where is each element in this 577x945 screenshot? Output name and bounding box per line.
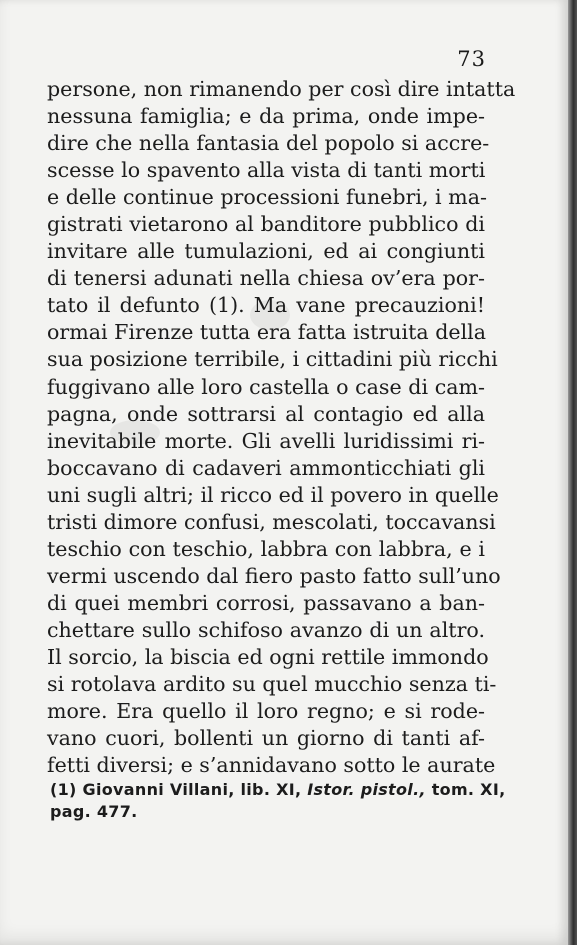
text-line: sua posizione terribile, i cittadini più ricchi — [47, 347, 498, 372]
page-number: 73 — [457, 47, 486, 71]
text-line: tristi dimore confusi, mescolati, toccavansi — [47, 509, 496, 534]
footnote-marker: (1) — [50, 780, 77, 799]
text-line: e delle continue processioni funebri, i ma- — [47, 185, 487, 210]
text-line: Il sorcio, la biscia ed ogni rettile immondo — [47, 644, 489, 669]
text-line: chettare sullo schifoso avanzo di un altro. — [47, 617, 485, 642]
text-line: scesse lo spavento alla vista di tanti morti — [47, 158, 486, 183]
text-line: nessuna famiglia; e da prima, onde impe- — [47, 104, 485, 129]
text-line: invitare alle tumulazioni, ed ai congiunti — [47, 239, 485, 264]
text-line: di quei membri corrosi, passavano a ban- — [47, 590, 485, 615]
body-text — [47, 76, 516, 779]
text-line: vano cuori, bollenti un giorno di tanti af- — [47, 726, 485, 751]
footnote-line-1 — [50, 779, 506, 801]
text-line: pagna, onde sottrarsi al contagio ed alla — [47, 401, 485, 426]
footnote-work-title: Istor. pistol., — [307, 780, 426, 799]
footnote — [50, 779, 506, 823]
text-line: fuggivano alle loro castella o case di cam- — [47, 374, 485, 399]
footnote-volume: tom. XI, — [431, 780, 506, 799]
footnote-citation: Giovanni Villani, lib. XI, — [82, 780, 302, 799]
page-edge-shadow — [568, 0, 577, 945]
text-line: tato il defunto (1). Ma vane precauzioni! — [47, 293, 485, 318]
text-line: persone, non rimanendo per così dire intatta — [47, 77, 516, 101]
text-line: si rotolava ardito su quel mucchio senza ti- — [47, 672, 497, 697]
text-line: boccavano di cadaveri ammonticchiati gli — [47, 455, 485, 480]
text-line: fetti diversi; e s’annidavano sotto le aurate — [47, 753, 496, 778]
text-line: vermi uscendo dal fiero pasto fatto sull’uno — [47, 563, 501, 588]
text-line: dire che nella fantasia del popolo si accre- — [47, 131, 490, 156]
text-line: uni sugli altri; il ricco ed il povero in quelle — [47, 482, 499, 507]
footnote-line-2: pag. 477. — [50, 802, 138, 821]
text-line: teschio con teschio, labbra con labbra, e i — [47, 536, 485, 561]
text-line: gistrati vietarono al banditore pubblico di — [47, 212, 485, 237]
text-line: more. Era quello il loro regno; e si rode- — [47, 699, 485, 724]
text-line: ormai Firenze tutta era fatta istruita della — [47, 320, 487, 345]
text-line: di tenersi adunati nella chiesa ov’era por- — [47, 266, 485, 291]
text-line: inevitabile morte. Gli avelli luridissimi ri- — [47, 428, 485, 453]
